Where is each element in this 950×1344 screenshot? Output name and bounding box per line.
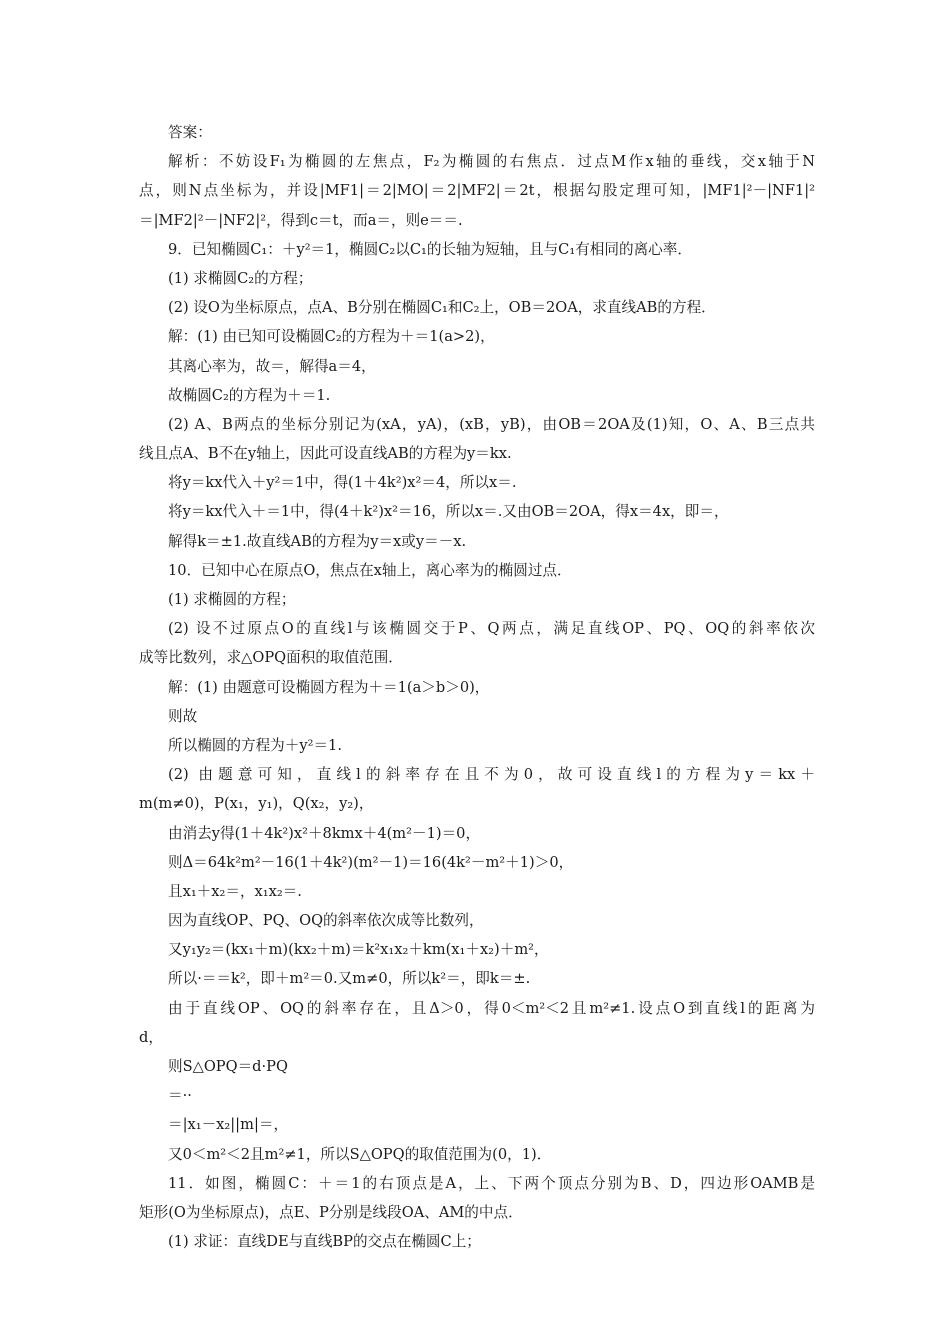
text-line: 则故 (168, 707, 198, 725)
text-line: ＝|MF2|²－|NF2|²，得到c＝t，而a＝，则e＝＝. (139, 211, 463, 229)
text-line: 矩形(O为坐标原点)，点E、P分别是线段OA、AM的中点． (139, 1203, 523, 1221)
text-line: 且x₁＋x₂＝，x₁x₂＝. (168, 882, 302, 900)
text-line: 解得k＝±1.故直线AB的方程为y＝x或y＝－x. (168, 532, 467, 550)
text-line: 又y₁y₂＝(kx₁＋m)(kx₂＋m)＝k²x₁x₂＋km(x₁＋x₂)＋m²， (168, 941, 549, 959)
text-line: 成等比数列，求△OPQ面积的取值范围． (139, 649, 403, 667)
text-line: 解：(1) 由已知可设椭圆C₂的方程为＋＝1(a>2)， (168, 328, 495, 346)
text-line: 其离心率为，故＝，解得a＝4， (168, 357, 376, 375)
text-line: (2) A、B两点的坐标分别记为(xA，yA)，(xB，yB)，由OB＝2OA及(1)知，O、A、B三点共 (168, 415, 815, 433)
text-line: 故椭圆C₂的方程为＋＝1. (168, 386, 331, 404)
text-line: ＝·· (168, 1087, 192, 1105)
text-line: 线且点A、B不在y轴上，因此可设直线AB的方程为y＝kx. (139, 445, 512, 463)
text-line: 解析：不妨设F₁为椭圆的左焦点，F₂为椭圆的右焦点．过点M作x轴的垂线，交x轴于N (168, 153, 815, 171)
text-line: m(m≠0)，P(x₁，y₁)，Q(x₂，y₂)， (139, 795, 374, 813)
text-line: 点，则N点坐标为，并设|MF1|＝2|MO|＝2|MF2|＝2t，根据勾股定理可知，|MF1|²－|NF1|² (139, 182, 815, 200)
text-line: d， (139, 1028, 163, 1046)
text-line: 由消去y得(1＋4k²)x²＋8kmx＋4(m²－1)＝0， (168, 824, 481, 842)
text-line: (1) 求椭圆的方程； (168, 591, 296, 608)
text-line: 因为直线OP、PQ、OQ的斜率依次成等比数列， (168, 912, 484, 930)
text-line: 又0＜m²＜2且m²≠1，所以S△OPQ的取值范围为(0，1)． (168, 1145, 552, 1163)
text-line: 则Δ＝64k²m²－16(1＋4k²)(m²－1)＝16(4k²－m²＋1)＞0， (168, 853, 574, 871)
document-body (139, 118, 815, 1256)
text-line: (2) 设O为坐标原点，点A、B分别在椭圆C₁和C₂上，OB＝2OA，求直线AB的方程． (168, 299, 716, 317)
text-line: 10．已知中心在原点O，焦点在x轴上，离心率为的椭圆过点． (168, 561, 572, 579)
text-line: 11．如图，椭圆C：＋＝1的右顶点是A，上、下两个顶点分别为B、D，四边形OAMB是 (168, 1174, 815, 1192)
text-line: (2) 设不过原点O的直线l与该椭圆交于P、Q两点，满足直线OP、PQ、OQ的斜率依次 (168, 620, 815, 638)
text-line: 由于直线OP、OQ的斜率存在，且Δ＞0，得0＜m²＜2且m²≠1.设点O到直线l的距离为 (168, 999, 815, 1017)
text-line: 答案： (168, 124, 212, 141)
text-line: (2) 由题意可知，直线l的斜率存在且不为0，故可设直线l的方程为y＝kx＋ (168, 766, 815, 784)
text-line: 所以椭圆的方程为＋y²＝1. (168, 736, 342, 754)
text-line: 9．已知椭圆C₁：＋y²＝1，椭圆C₂以C₁的长轴为短轴，且与C₁有相同的离心率． (168, 240, 692, 258)
text-line: 解：(1) 由题意可设椭圆方程为＋＝1(a＞b＞0)， (168, 678, 490, 696)
text-line: (1) 求椭圆C₂的方程； (168, 269, 313, 287)
text-line: 将y＝kx代入＋＝1中，得(4＋k²)x²＝16，所以x＝.又由OB＝2OA，得x＝4x，即＝， (168, 503, 729, 521)
text-line: 则S△OPQ＝d·PQ (168, 1058, 288, 1075)
text-line: 所以·＝＝k²，即＋m²＝0.又m≠0，所以k²＝，即k＝±. (168, 970, 531, 988)
text-line: 将y＝kx代入＋y²＝1中，得(1＋4k²)x²＝4，所以x＝. (168, 474, 517, 492)
text-line: ＝|x₁－x₂||m|＝， (168, 1116, 289, 1134)
text-line: (1) 求证：直线DE与直线BP的交点在椭圆C上； (168, 1233, 481, 1251)
